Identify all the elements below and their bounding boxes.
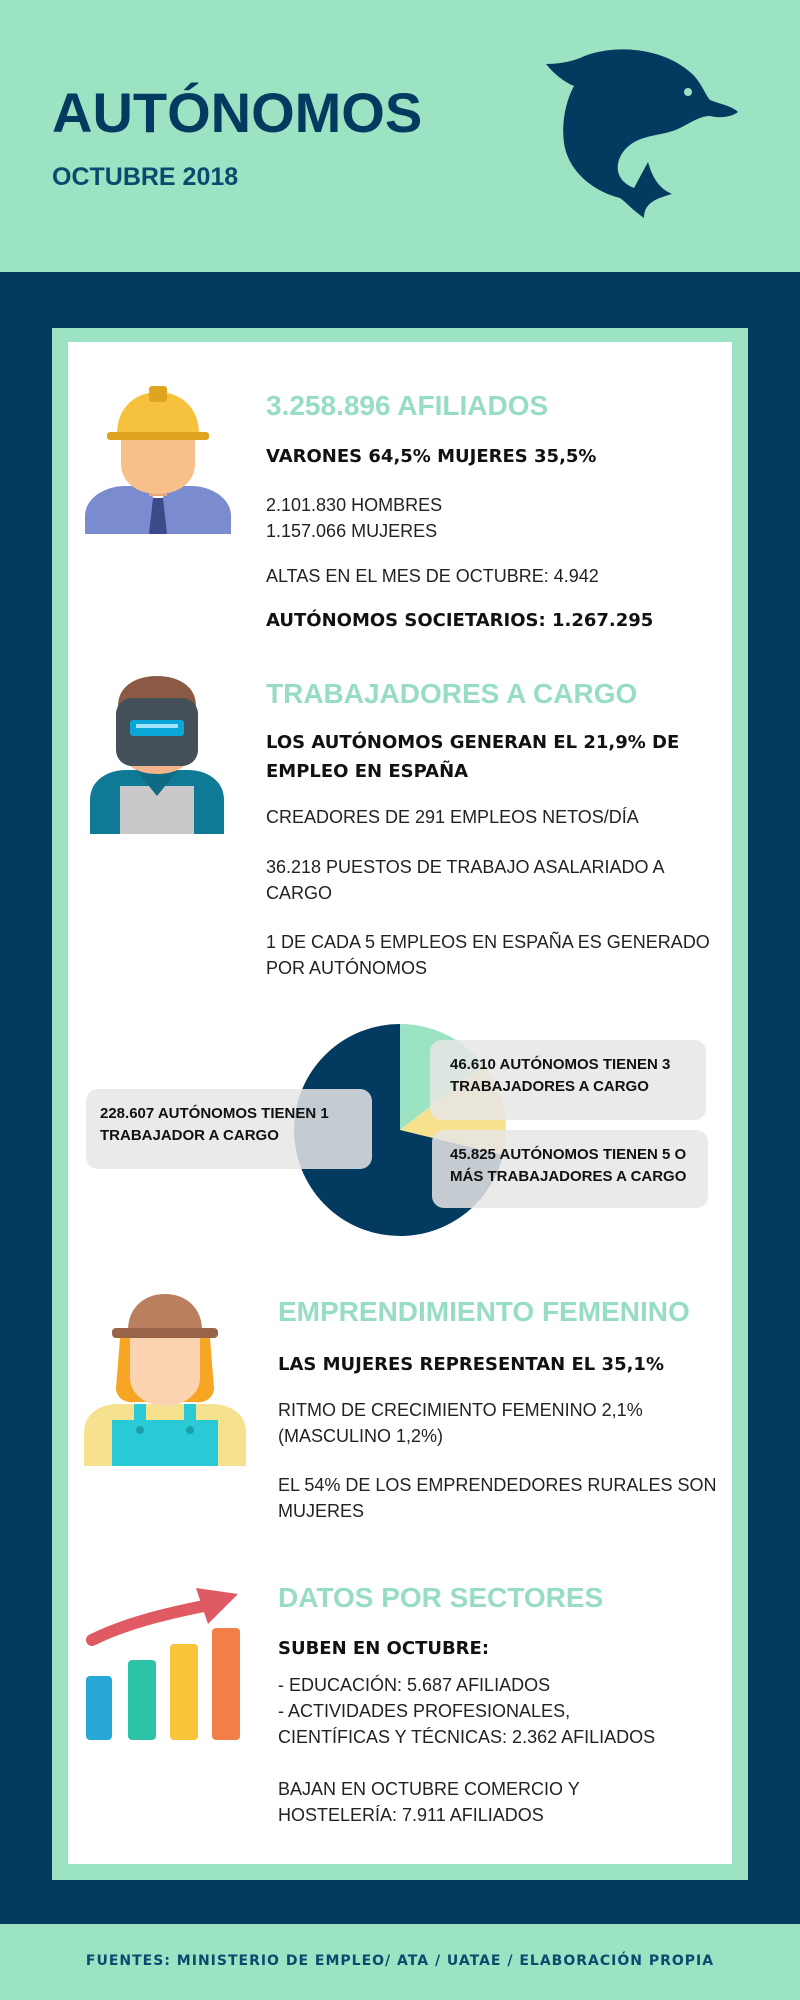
women-share: LAS MUJERES REPRESENTAN EL 35,1% xyxy=(278,1354,664,1375)
salaried-jobs-a: 36.218 PUESTOS DE TRABAJO ASALARIADO A xyxy=(266,857,665,877)
men-count: 2.101.830 HOMBRES xyxy=(266,495,443,515)
employment-share-b: EMPLEO EN ESPAÑA xyxy=(266,761,469,782)
one-in-five-a: 1 DE CADA 5 EMPLEOS EN ESPAÑA ES GENERADO xyxy=(266,932,710,952)
callout-three-workers-line1: 46.610 AUTÓNOMOS TIENEN 3 xyxy=(450,1056,671,1073)
net-jobs-per-day: CREADORES DE 291 EMPLEOS NETOS/DÍA xyxy=(266,807,639,827)
women-count: 1.157.066 MUJERES xyxy=(266,521,438,541)
page-subtitle: OCTUBRE 2018 xyxy=(52,163,239,191)
growth-rate-a: RITMO DE CRECIMIENTO FEMENINO 2,1% xyxy=(278,1400,643,1420)
one-in-five-b: POR AUTÓNOMOS xyxy=(266,958,428,978)
salaried-jobs-b: CARGO xyxy=(266,883,333,903)
construction-worker-icon xyxy=(85,386,231,534)
rural-women-b: MUJERES xyxy=(278,1501,365,1521)
growth-rate-b: (MASCULINO 1,2%) xyxy=(278,1426,444,1446)
workers-heading: TRABAJADORES A CARGO xyxy=(266,678,638,709)
professional-rise-b: CIENTÍFICAS Y TÉCNICAS: 2.362 AFILIADOS xyxy=(278,1727,656,1747)
page-title: AUTÓNOMOS xyxy=(52,81,423,144)
callout-five-plus-workers xyxy=(432,1130,708,1208)
callout-three-workers-line2: TRABAJADORES A CARGO xyxy=(450,1078,649,1095)
callout-five-plus-line2: MÁS TRABAJADORES A CARGO xyxy=(450,1168,687,1185)
corporate-self-employed: AUTÓNOMOS SOCIETARIOS: 1.267.295 xyxy=(266,610,654,631)
callout-five-plus-line1: 45.825 AUTÓNOMOS TIENEN 5 O xyxy=(450,1146,687,1163)
growth-chart-icon xyxy=(84,1584,244,1740)
callout-three-workers xyxy=(430,1040,706,1120)
callout-one-worker xyxy=(86,1089,372,1169)
dolphin-logo-icon xyxy=(540,42,740,232)
callout-one-worker-line2: TRABAJADOR A CARGO xyxy=(100,1127,279,1144)
employment-share-a: LOS AUTÓNOMOS GENERAN EL 21,9% DE xyxy=(266,732,680,753)
gender-split: VARONES 64,5% MUJERES 35,5% xyxy=(266,446,597,467)
sources-text: FUENTES: MINISTERIO DE EMPLEO/ ATA / UATAE / ELABORACIÓN PROPIA xyxy=(85,1953,715,1969)
education-rise: - EDUCACIÓN: 5.687 AFILIADOS xyxy=(278,1675,551,1695)
fall-october-a: BAJAN EN OCTUBRE COMERCIO Y xyxy=(278,1779,580,1799)
october-registrations: ALTAS EN EL MES DE OCTUBRE: 4.942 xyxy=(266,566,599,586)
welder-icon xyxy=(90,676,224,834)
female-worker-icon xyxy=(84,1294,246,1466)
rise-october-title: SUBEN EN OCTUBRE: xyxy=(278,1638,490,1659)
sectors-heading: DATOS POR SECTORES xyxy=(278,1582,604,1613)
female-entrepreneurship-heading: EMPRENDIMIENTO FEMENINO xyxy=(278,1296,690,1327)
callout-one-worker-line1: 228.607 AUTÓNOMOS TIENEN 1 xyxy=(100,1105,329,1122)
affiliates-heading: 3.258.896 AFILIADOS xyxy=(266,390,549,421)
rural-women-a: EL 54% DE LOS EMPRENDEDORES RURALES SON xyxy=(278,1475,717,1495)
professional-rise-a: - ACTIVIDADES PROFESIONALES, xyxy=(278,1701,571,1721)
fall-october-b: HOSTELERÍA: 7.911 AFILIADOS xyxy=(278,1805,544,1825)
